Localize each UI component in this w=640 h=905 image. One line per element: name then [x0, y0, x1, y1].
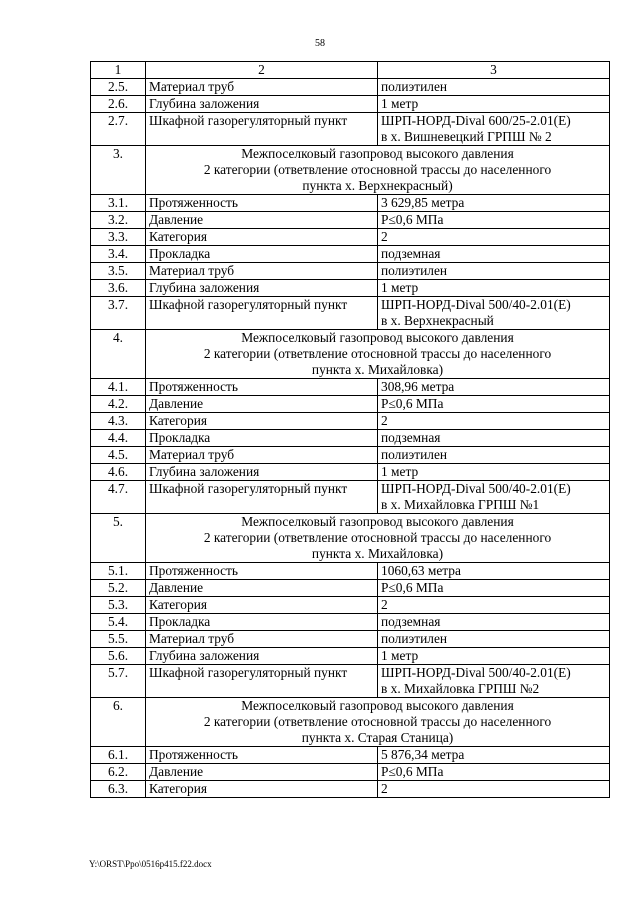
- footer-file-path: Y:\ORST\Ppo\0516p415.f22.docx: [89, 859, 212, 869]
- row-number: 6.: [91, 698, 146, 747]
- table-row: [91, 648, 610, 665]
- table-row: [91, 396, 610, 413]
- section-row: [91, 698, 610, 747]
- value-line: Р≤0,6 МПа: [381, 212, 444, 227]
- parameter-cell: Материал труб: [146, 447, 378, 464]
- parameter-cell: Глубина заложения: [146, 648, 378, 665]
- row-number: 3.4.: [91, 246, 146, 263]
- row-number: 2.7.: [91, 113, 146, 146]
- value-cell: [378, 396, 610, 413]
- parameter-cell: Шкафной газорегуляторный пункт: [146, 481, 378, 514]
- value-cell: [378, 481, 610, 514]
- table-row: [91, 246, 610, 263]
- table-row: [91, 631, 610, 648]
- row-number: 4.4.: [91, 430, 146, 447]
- value-cell: [378, 665, 610, 698]
- value-cell: [378, 379, 610, 396]
- table-row: [91, 96, 610, 113]
- value-line: ШРП-НОРД-Dival 500/40-2.01(Е): [381, 481, 571, 496]
- row-number: 6.1.: [91, 747, 146, 764]
- table-row: [91, 563, 610, 580]
- parameter-cell: Шкафной газорегуляторный пункт: [146, 665, 378, 698]
- value-line: 1 метр: [381, 96, 419, 111]
- value-line: подземная: [381, 430, 441, 445]
- parameter-cell: Протяженность: [146, 195, 378, 212]
- value-line: 3 629,85 метра: [381, 195, 465, 210]
- specification-table: [90, 61, 610, 798]
- parameter-cell: Прокладка: [146, 614, 378, 631]
- section-title-line: 2 категории (ответвление отосновной трассы до населенного: [203, 346, 552, 361]
- value-line: Р≤0,6 МПа: [381, 764, 444, 779]
- row-number: 3.3.: [91, 229, 146, 246]
- value-cell: [378, 263, 610, 280]
- parameter-cell: Категория: [146, 597, 378, 614]
- table-row: [91, 195, 610, 212]
- column-header-1: 1: [91, 62, 146, 79]
- table-row: [91, 113, 610, 146]
- row-number: 4.2.: [91, 396, 146, 413]
- value-cell: [378, 96, 610, 113]
- table-row: [91, 263, 610, 280]
- value-cell: [378, 413, 610, 430]
- table-row: [91, 79, 610, 96]
- section-title: [146, 146, 610, 195]
- section-title: [146, 330, 610, 379]
- table-row: [91, 430, 610, 447]
- parameter-cell: Шкафной газорегуляторный пункт: [146, 113, 378, 146]
- section-title-line: Межпоселковый газопровод высокого давления: [241, 698, 514, 713]
- value-cell: [378, 614, 610, 631]
- parameter-cell: Шкафной газорегуляторный пункт: [146, 297, 378, 330]
- value-cell: [378, 447, 610, 464]
- section-title-line: Межпоселковый газопровод высокого давления: [241, 330, 514, 345]
- value-line: 1060,63 метра: [381, 563, 461, 578]
- parameter-cell: Давление: [146, 580, 378, 597]
- table-row: [91, 481, 610, 514]
- value-line: полиэтилен: [381, 447, 448, 462]
- table-row: [91, 297, 610, 330]
- table-row: [91, 747, 610, 764]
- value-line: 1 метр: [381, 464, 419, 479]
- row-number: 6.2.: [91, 764, 146, 781]
- value-cell: [378, 113, 610, 146]
- row-number: 3.7.: [91, 297, 146, 330]
- value-line: 2: [381, 597, 388, 612]
- row-number: 5.7.: [91, 665, 146, 698]
- value-line: 1 метр: [381, 648, 419, 663]
- value-cell: [378, 580, 610, 597]
- section-title: [146, 698, 610, 747]
- parameter-cell: Давление: [146, 396, 378, 413]
- row-number: 3.1.: [91, 195, 146, 212]
- row-number: 5.4.: [91, 614, 146, 631]
- row-number: 3.6.: [91, 280, 146, 297]
- row-number: 5.6.: [91, 648, 146, 665]
- value-line: 5 876,34 метра: [381, 747, 465, 762]
- section-row: [91, 330, 610, 379]
- row-number: 4.: [91, 330, 146, 379]
- row-number: 5.2.: [91, 580, 146, 597]
- section-title-line: пункта х. Михайловка): [311, 362, 444, 377]
- value-cell: [378, 597, 610, 614]
- page-number: 58: [315, 38, 325, 49]
- value-line: 2: [381, 781, 388, 796]
- value-line: в х. Михайловка ГРПШ №1: [381, 497, 540, 512]
- section-title-line: пункта х. Верхнекрасный): [302, 178, 453, 193]
- value-line: 2: [381, 413, 388, 428]
- value-cell: [378, 563, 610, 580]
- row-number: 4.7.: [91, 481, 146, 514]
- value-cell: [378, 212, 610, 229]
- table-row: [91, 447, 610, 464]
- row-number: 4.3.: [91, 413, 146, 430]
- value-line: в х. Михайловка ГРПШ №2: [381, 681, 540, 696]
- value-line: 2: [381, 229, 388, 244]
- row-number: 5.: [91, 514, 146, 563]
- parameter-cell: Категория: [146, 413, 378, 430]
- parameter-cell: Прокладка: [146, 430, 378, 447]
- table-row: [91, 781, 610, 798]
- value-line: ШРП-НОРД-Dival 500/40-2.01(Е): [381, 297, 571, 312]
- value-cell: [378, 280, 610, 297]
- value-line: подземная: [381, 246, 441, 261]
- parameter-cell: Давление: [146, 212, 378, 229]
- section-title-line: Межпоселковый газопровод высокого давления: [241, 514, 514, 529]
- section-title-line: пункта х. Старая Станица): [301, 730, 454, 745]
- row-number: 3.2.: [91, 212, 146, 229]
- value-cell: [378, 764, 610, 781]
- section-row: [91, 146, 610, 195]
- parameter-cell: Материал труб: [146, 79, 378, 96]
- value-line: полиэтилен: [381, 263, 448, 278]
- table-row: [91, 229, 610, 246]
- parameter-cell: Категория: [146, 781, 378, 798]
- value-line: ШРП-НОРД-Dival 600/25-2.01(Е): [381, 113, 571, 128]
- table-row: [91, 379, 610, 396]
- table-row: [91, 580, 610, 597]
- value-cell: [378, 195, 610, 212]
- value-line: полиэтилен: [381, 631, 448, 646]
- parameter-cell: Материал труб: [146, 631, 378, 648]
- table-row: [91, 597, 610, 614]
- section-title-line: 2 категории (ответвление отосновной трассы до населенного: [203, 530, 552, 545]
- value-line: в х. Вишневецкий ГРПШ № 2: [381, 129, 552, 144]
- table-row: [91, 280, 610, 297]
- table-row: [91, 614, 610, 631]
- value-cell: [378, 246, 610, 263]
- value-line: подземная: [381, 614, 441, 629]
- section-title-line: пункта х. Михайловка): [311, 546, 444, 561]
- value-cell: [378, 464, 610, 481]
- row-number: 5.1.: [91, 563, 146, 580]
- value-line: полиэтилен: [381, 79, 448, 94]
- row-number: 2.5.: [91, 79, 146, 96]
- value-cell: [378, 79, 610, 96]
- value-line: ШРП-НОРД-Dival 500/40-2.01(Е): [381, 665, 571, 680]
- table-row: [91, 464, 610, 481]
- value-line: 308,96 метра: [381, 379, 455, 394]
- row-number: 4.6.: [91, 464, 146, 481]
- parameter-cell: Давление: [146, 764, 378, 781]
- row-number: 4.1.: [91, 379, 146, 396]
- column-header-2: 2: [146, 62, 378, 79]
- row-number: 2.6.: [91, 96, 146, 113]
- section-title-line: Межпоселковый газопровод высокого давления: [241, 146, 514, 161]
- value-line: Р≤0,6 МПа: [381, 580, 444, 595]
- parameter-cell: Протяженность: [146, 747, 378, 764]
- value-cell: [378, 747, 610, 764]
- value-cell: [378, 430, 610, 447]
- row-number: 3.: [91, 146, 146, 195]
- row-number: 6.3.: [91, 781, 146, 798]
- value-line: Р≤0,6 МПа: [381, 396, 444, 411]
- row-number: 4.5.: [91, 447, 146, 464]
- table-header-row: [91, 62, 610, 79]
- table-row: [91, 212, 610, 229]
- value-cell: [378, 631, 610, 648]
- value-cell: [378, 229, 610, 246]
- section-title-line: 2 категории (ответвление отосновной трассы до населенного: [203, 162, 552, 177]
- table-row: [91, 413, 610, 430]
- column-header-3: 3: [378, 62, 610, 79]
- parameter-cell: Протяженность: [146, 563, 378, 580]
- value-cell: [378, 781, 610, 798]
- table-row: [91, 665, 610, 698]
- parameter-cell: Глубина заложения: [146, 96, 378, 113]
- parameter-cell: Прокладка: [146, 246, 378, 263]
- table-row: [91, 764, 610, 781]
- value-line: 1 метр: [381, 280, 419, 295]
- value-cell: [378, 297, 610, 330]
- row-number: 3.5.: [91, 263, 146, 280]
- parameter-cell: Протяженность: [146, 379, 378, 396]
- row-number: 5.5.: [91, 631, 146, 648]
- parameter-cell: Материал труб: [146, 263, 378, 280]
- parameter-cell: Категория: [146, 229, 378, 246]
- section-row: [91, 514, 610, 563]
- value-line: в х. Верхнекрасный: [381, 313, 494, 328]
- parameter-cell: Глубина заложения: [146, 280, 378, 297]
- section-title-line: 2 категории (ответвление отосновной трассы до населенного: [203, 714, 552, 729]
- row-number: 5.3.: [91, 597, 146, 614]
- parameter-cell: Глубина заложения: [146, 464, 378, 481]
- value-cell: [378, 648, 610, 665]
- section-title: [146, 514, 610, 563]
